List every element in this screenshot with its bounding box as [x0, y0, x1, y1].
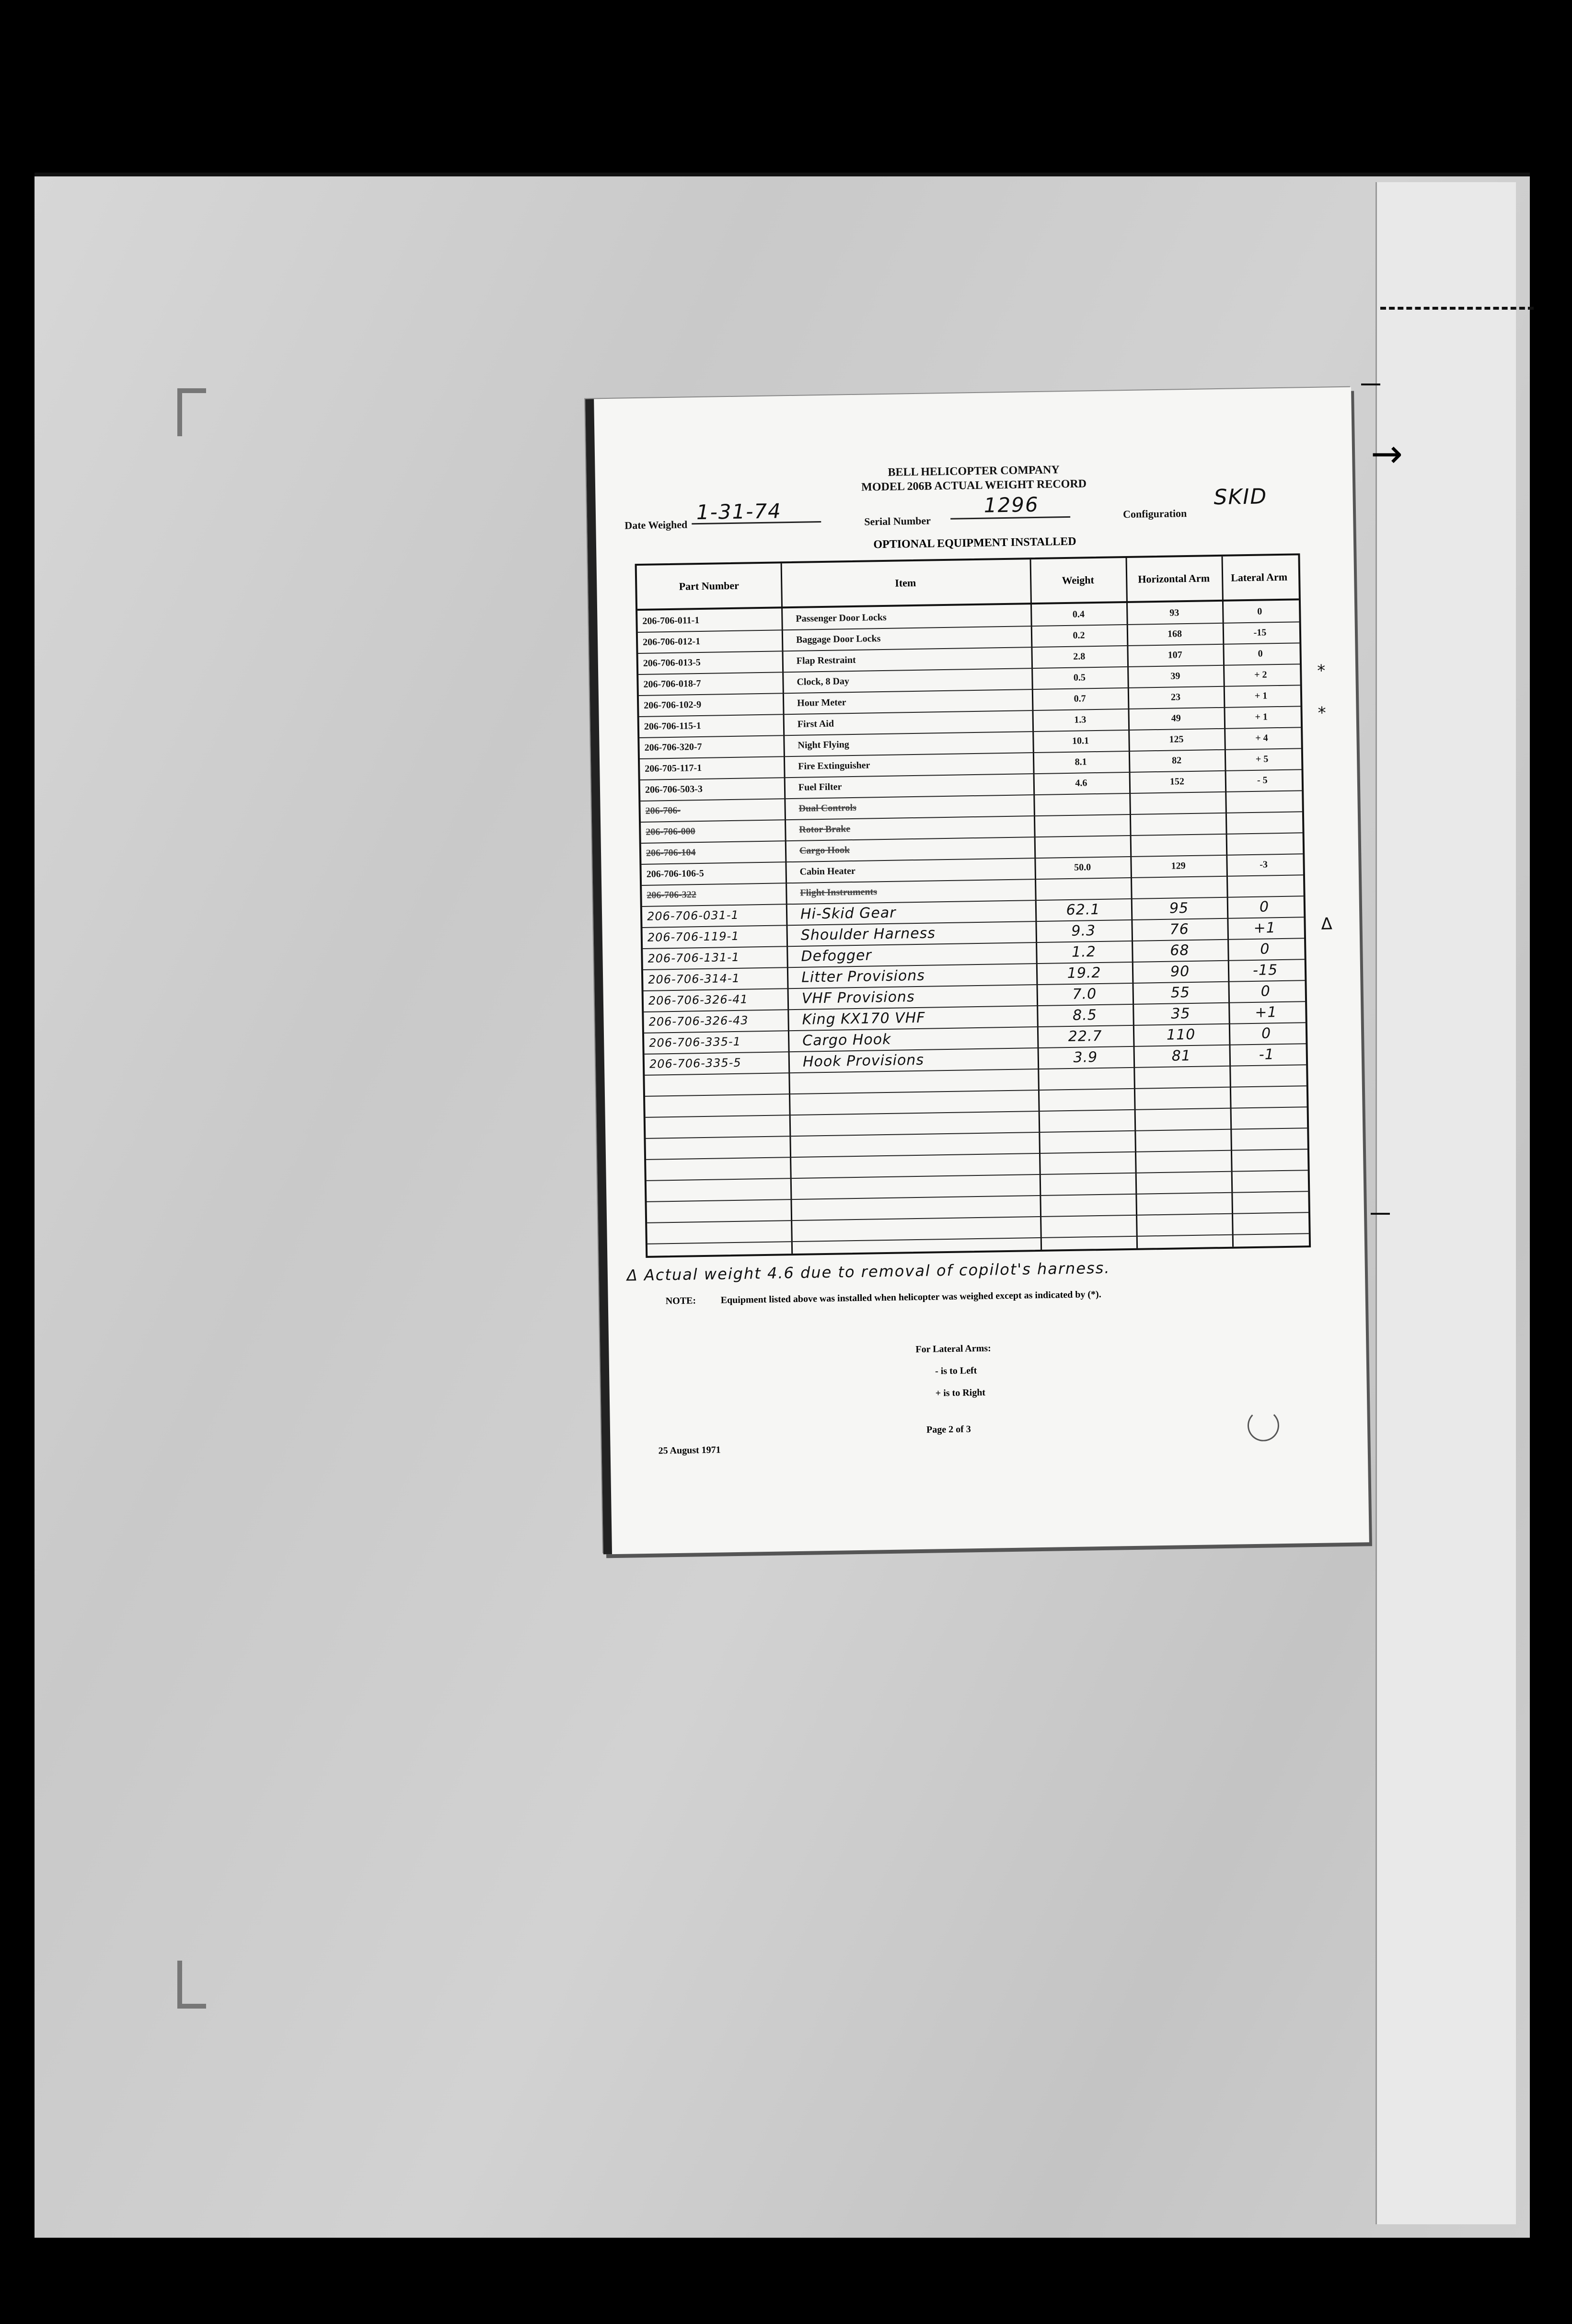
cell-item: King KX170 VHF — [802, 1009, 925, 1028]
cell-horizontal-arm: 129 — [1171, 860, 1186, 872]
cell-lateral-arm — [1226, 832, 1301, 854]
cell-item: Night Flying — [798, 739, 849, 751]
cell-horizontal-arm: 95 — [1169, 899, 1189, 917]
cell-horizontal-arm: 68 — [1170, 941, 1190, 959]
cell-weight: 0.4 — [1072, 608, 1085, 620]
footnote-handwritten: Δ Actual weight 4.6 due to removal of copilot's harness. — [626, 1258, 1110, 1285]
configuration-value: SKID — [1214, 484, 1268, 510]
cell-weight: 1.3 — [1074, 714, 1087, 725]
cell-lateral-arm: + 1 — [1255, 711, 1268, 722]
equipment-table — [635, 553, 1311, 1258]
cell-horizontal-arm: 93 — [1169, 607, 1179, 618]
cell-horizontal-arm: 90 — [1170, 963, 1190, 980]
col-header-horizontal-arm: Horizontal Arm — [1138, 572, 1210, 585]
cell-part-number: 206-706-102-9 — [644, 699, 702, 711]
cell-horizontal-arm: 107 — [1167, 649, 1182, 661]
col-header-item: Item — [895, 576, 916, 589]
cell-lateral-arm: 0 — [1257, 606, 1262, 617]
cell-part-number: 206-706-000 — [646, 825, 695, 837]
cell-horizontal-arm: 82 — [1171, 755, 1182, 766]
weight-record-page — [585, 387, 1369, 1555]
cell-horizontal-arm: 39 — [1170, 670, 1180, 682]
cell-lateral-arm — [1226, 874, 1302, 896]
cell-item: VHF Provisions — [801, 988, 915, 1007]
cell-item: Rotor Brake — [799, 823, 851, 835]
cell-item: Clock, 8 Day — [797, 675, 850, 687]
cell-lateral-arm — [1225, 790, 1300, 812]
cell-lateral-arm: 0 — [1260, 982, 1271, 1000]
configuration-label: Configuration — [1122, 507, 1187, 521]
cell-weight: 50.0 — [1074, 861, 1091, 873]
cell-weight: 4.6 — [1075, 777, 1087, 789]
cell-horizontal-arm: 35 — [1171, 1005, 1191, 1023]
cell-part-number: 206-706- — [645, 805, 681, 816]
cell-horizontal-arm: 49 — [1171, 712, 1181, 724]
scan-edge-strip — [1376, 182, 1516, 2224]
cell-weight: 2.8 — [1073, 651, 1086, 662]
cell-part-number: 206-706-320-7 — [644, 741, 702, 753]
crop-bracket-bottom — [177, 1961, 206, 2009]
cell-part-number: 206-706-011-1 — [642, 615, 700, 627]
edge-tick — [1361, 383, 1380, 385]
print-date: 25 August 1971 — [658, 1444, 721, 1456]
asterisk-mark: * — [1317, 661, 1326, 681]
cell-horizontal-arm — [1131, 876, 1227, 898]
note-block — [666, 1285, 1241, 1308]
cell-item: Fire Extinguisher — [798, 759, 870, 772]
cell-weight: 8.1 — [1075, 756, 1087, 767]
cell-weight — [1034, 835, 1131, 858]
serial-number-label: Serial Number — [864, 514, 931, 528]
lateral-arms-legend — [915, 1337, 992, 1405]
cell-part-number: 206-706-131-1 — [647, 950, 740, 965]
asterisk-mark: * — [1318, 703, 1326, 723]
cell-part-number: 206-706-115-1 — [644, 720, 701, 732]
cell-horizontal-arm — [1129, 791, 1225, 814]
page-number: Page 2 of 3 — [926, 1424, 971, 1435]
col-header-part-number: Part Number — [679, 579, 740, 593]
arrow-mark-icon: → — [1371, 431, 1403, 476]
cell-part-number: 206-706-106-5 — [646, 868, 704, 880]
cell-item: Hook Provisions — [802, 1051, 925, 1070]
cell-horizontal-arm: 81 — [1171, 1047, 1191, 1065]
cell-item: Cargo Hook — [799, 844, 850, 856]
cell-item: Dual Controls — [798, 802, 857, 814]
lateral-arms-plus: + is to Right — [935, 1387, 986, 1399]
cell-part-number: 206-706-503-3 — [645, 783, 703, 795]
section-title: OPTIONAL EQUIPMENT INSTALLED — [873, 535, 1076, 551]
cell-item: Cargo Hook — [802, 1031, 891, 1049]
cell-lateral-arm — [1225, 811, 1301, 833]
cell-weight: 22.7 — [1068, 1027, 1102, 1045]
note-label: NOTE: — [665, 1295, 696, 1307]
cell-weight: 0.7 — [1074, 693, 1086, 704]
cell-weight: 19.2 — [1067, 964, 1101, 982]
company-name: BELL HELICOPTER COMPANY — [888, 464, 1060, 479]
cell-lateral-arm: - 5 — [1257, 774, 1268, 786]
cell-item: Baggage Door Locks — [796, 633, 881, 645]
cell-horizontal-arm: 168 — [1167, 628, 1182, 639]
cell-lateral-arm: +1 — [1253, 919, 1276, 937]
cell-part-number: 206-706-335-1 — [649, 1034, 741, 1050]
cell-part-number: 206-706-314-1 — [647, 971, 740, 987]
edge-tick — [1371, 1213, 1390, 1215]
cell-weight: 62.1 — [1066, 901, 1100, 918]
cell-lateral-arm: -15 — [1252, 961, 1278, 979]
cell-item: Hi-Skid Gear — [800, 904, 896, 923]
cell-lateral-arm: 0 — [1261, 1024, 1271, 1042]
cell-item: Defogger — [801, 946, 872, 965]
lateral-arms-title: For Lateral Arms: — [915, 1343, 991, 1355]
cell-item: Fuel Filter — [798, 781, 842, 793]
crop-bracket-top — [177, 388, 206, 436]
cell-part-number: 206-706-012-1 — [642, 636, 701, 648]
col-header-lateral-arm: Lateral Arm — [1231, 570, 1288, 584]
cell-item: Flight Instruments — [800, 886, 878, 898]
cell-horizontal-arm — [1130, 813, 1226, 835]
dashed-mark — [1380, 307, 1534, 310]
cell-part-number: 206-706-335-5 — [649, 1056, 741, 1071]
note-text: Equipment listed above was installed when helicopter was weighed except as indicated by (*). — [720, 1289, 1101, 1306]
cell-part-number: 206-706-018-7 — [643, 678, 701, 690]
cell-lateral-arm: -1 — [1259, 1046, 1275, 1063]
cell-weight: 9.3 — [1071, 922, 1096, 940]
cell-lateral-arm: -3 — [1260, 859, 1268, 870]
cell-weight: 7.0 — [1072, 985, 1097, 1003]
cell-item: Passenger Door Locks — [796, 612, 887, 624]
cell-horizontal-arm: 23 — [1170, 691, 1181, 703]
cell-part-number: 206-705-117-1 — [645, 762, 702, 774]
cell-item: Hour Meter — [797, 697, 846, 709]
cell-part-number: 206-706-119-1 — [647, 929, 740, 944]
hand-drawn-circle — [1247, 1409, 1279, 1441]
cell-horizontal-arm: 55 — [1170, 984, 1191, 1001]
serial-number-value: 1296 — [983, 492, 1040, 517]
cell-weight: 8.5 — [1072, 1006, 1098, 1024]
cell-weight — [1034, 814, 1130, 837]
cell-part-number: 206-706-031-1 — [647, 908, 740, 923]
cell-part-number: 206-706-326-43 — [648, 1013, 749, 1029]
cell-horizontal-arm: 125 — [1169, 733, 1184, 745]
delta-mark: Δ — [1321, 914, 1333, 934]
cell-lateral-arm: + 4 — [1255, 732, 1268, 744]
date-weighed-label: Date Weighed — [624, 518, 688, 532]
cell-weight — [1033, 793, 1130, 815]
serial-number-line — [950, 516, 1070, 520]
cell-lateral-arm: + 1 — [1254, 690, 1268, 701]
cell-item: Shoulder Harness — [800, 924, 936, 944]
cell-lateral-arm: 0 — [1260, 940, 1270, 958]
cell-lateral-arm: + 2 — [1254, 669, 1267, 680]
cell-lateral-arm: + 5 — [1255, 753, 1269, 765]
cell-weight: 0.5 — [1073, 672, 1086, 683]
cell-horizontal-arm: 76 — [1169, 920, 1190, 938]
record-title: MODEL 206B ACTUAL WEIGHT RECORD — [861, 477, 1087, 494]
cell-horizontal-arm — [1130, 834, 1226, 856]
cell-lateral-arm: 0 — [1258, 648, 1263, 659]
col-header-weight: Weight — [1062, 574, 1095, 587]
cell-part-number: 206-706-013-5 — [643, 657, 701, 669]
lateral-arms-minus: - is to Left — [935, 1365, 977, 1377]
cell-weight: 1.2 — [1071, 943, 1097, 961]
cell-weight: 0.2 — [1073, 629, 1085, 641]
cell-item: Flap Restraint — [796, 654, 856, 666]
cell-weight — [1035, 877, 1131, 900]
cell-part-number: 206-706-326-41 — [648, 992, 749, 1008]
cell-item: Cabin Heater — [799, 865, 855, 877]
cell-horizontal-arm: 152 — [1169, 776, 1185, 787]
cell-item: First Aid — [797, 718, 834, 730]
cell-horizontal-arm: 110 — [1166, 1026, 1196, 1044]
cell-lateral-arm: +1 — [1255, 1003, 1277, 1021]
cell-lateral-arm: -15 — [1253, 627, 1267, 638]
date-weighed-value: 1-31-74 — [696, 499, 782, 524]
cell-item: Litter Provisions — [801, 967, 925, 986]
cell-weight: 10.1 — [1072, 735, 1089, 746]
cell-lateral-arm: 0 — [1259, 898, 1270, 916]
cell-part-number: 206-706-104 — [646, 847, 696, 859]
cell-weight: 3.9 — [1073, 1048, 1098, 1066]
cell-part-number: 206-706-322 — [647, 889, 696, 901]
